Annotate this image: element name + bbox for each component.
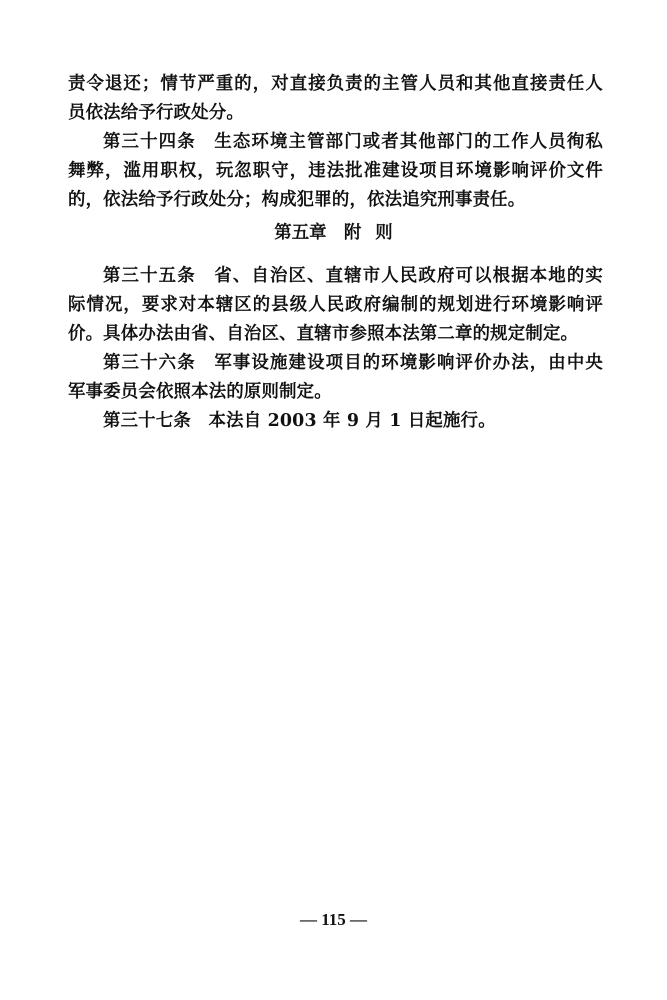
- text-line: 军事委员会依照本法的原则制定。: [68, 382, 332, 402]
- text-line: 第三十七条 本法自 2003 年 9 月 1 日起施行。: [103, 411, 496, 431]
- text-line: 第三十六条 军事设施建设项目的环境影响评价办法，由中央: [103, 353, 603, 373]
- text-line: 员依法给予行政处分。: [68, 103, 244, 123]
- text-line: 舞弊，滥用职权，玩忽职守，违法批准建设项目环境影响评价文件: [68, 161, 603, 181]
- text-line: 的，依法给予行政处分；构成犯罪的，依法追究刑事责任。: [68, 190, 526, 210]
- text-line: 第三十五条 省、自治区、直辖市人民政府可以根据本地的实: [103, 266, 603, 286]
- text-line: 第三十四条 生态环境主管部门或者其他部门的工作人员徇私: [103, 132, 603, 152]
- text-line: 价。具体办法由省、自治区、直辖市参照本法第二章的规定制定。: [68, 324, 579, 344]
- text-line: 责令退还；情节严重的，对直接负责的主管人员和其他直接责任人: [68, 74, 603, 94]
- article-34: [68, 128, 603, 215]
- chapter-title: 第五章 附 则: [274, 223, 393, 243]
- page-number: — 115 —: [299, 910, 368, 929]
- paragraph-continuation: [68, 70, 603, 128]
- text-line: 际情况，要求对本辖区的县级人民政府编制的规划进行环境影响评: [68, 295, 603, 315]
- articles-35-37: [68, 262, 603, 436]
